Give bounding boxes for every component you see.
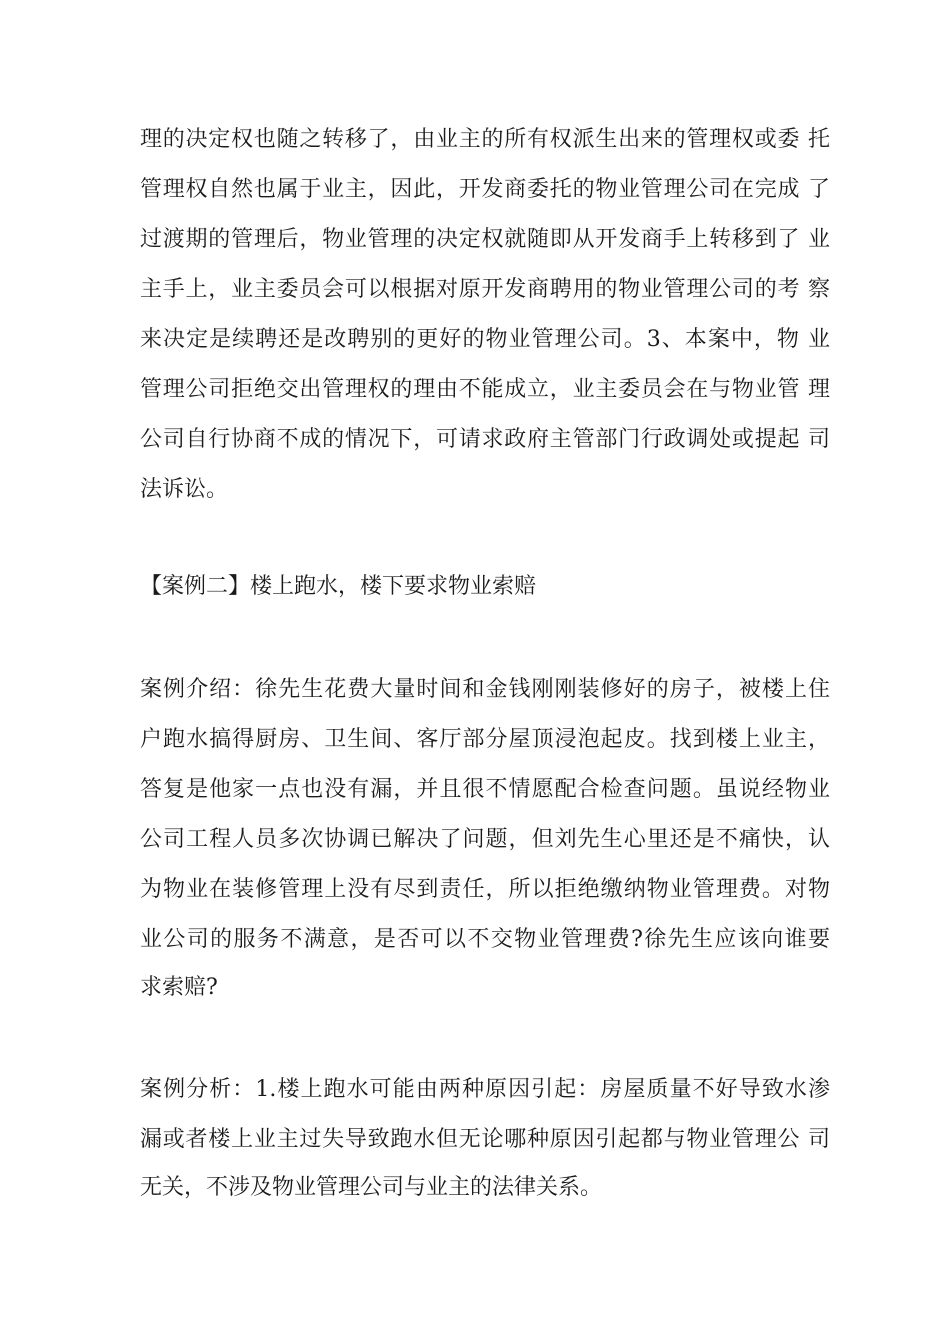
paragraph-1-line-3: 过渡期的管理后，物业管理的决定权就随即从开发商手上转移到了 业 <box>140 227 830 252</box>
paragraph-1-line-7: 公司自行协商不成的情况下，可请求政府主管部门行政调处或提起 司 <box>140 427 830 452</box>
paragraph-2-line-4: 公司工程人员多次协调已解决了问题，但刘先生心里还是不痛快，认 <box>140 827 830 852</box>
paragraph-1-line-1: 理的决定权也随之转移了，由业主的所有权派生出来的管理权或委 托 <box>140 127 830 152</box>
paragraph-1-line-4: 主手上，业主委员会可以根据对原开发商聘用的物业管理公司的考 察 <box>140 277 830 302</box>
paragraph-2-line-2: 户跑水搞得厨房、卫生间、客厅部分屋顶浸泡起皮。找到楼上业主， <box>140 727 830 752</box>
paragraph-2-line-6: 业公司的服务不满意，是否可以不交物业管理费?徐先生应该向谁要 <box>140 927 830 952</box>
paragraph-2-line-5: 为物业在装修管理上没有尽到责任，所以拒绝缴纳物业管理费。对物 <box>140 877 830 902</box>
paragraph-2-line-1: 案例介绍：徐先生花费大量时间和金钱刚刚装修好的房子，被楼上住 <box>140 677 830 702</box>
paragraph-1-line-8: 法诉讼。 <box>140 477 229 502</box>
paragraph-3-line-3: 无关，不涉及物业管理公司与业主的法律关系。 <box>140 1175 603 1200</box>
paragraph-3-line-1: 案例分析：1.楼上跑水可能由两种原因引起：房屋质量不好导致水渗 <box>140 1077 830 1102</box>
paragraph-1-line-5: 来决定是续聘还是改聘别的更好的物业管理公司。3、本案中，物 业 <box>140 327 830 352</box>
paragraph-2-line-3: 答复是他家一点也没有漏，并且很不情愿配合检查问题。虽说经物业 <box>140 777 830 802</box>
case-heading: 【案例二】楼上跑水，楼下要求物业索赔 <box>140 574 537 599</box>
paragraph-2-line-7: 求索赔? <box>140 975 218 1000</box>
paragraph-1-line-6: 管理公司拒绝交出管理权的理由不能成立，业主委员会在与物业管 理 <box>140 377 830 402</box>
paragraph-1-line-2: 管理权自然也属于业主，因此，开发商委托的物业管理公司在完成 了 <box>140 177 830 202</box>
paragraph-3-line-2: 漏或者楼上业主过失导致跑水但无论哪种原因引起都与物业管理公 司 <box>140 1127 830 1152</box>
